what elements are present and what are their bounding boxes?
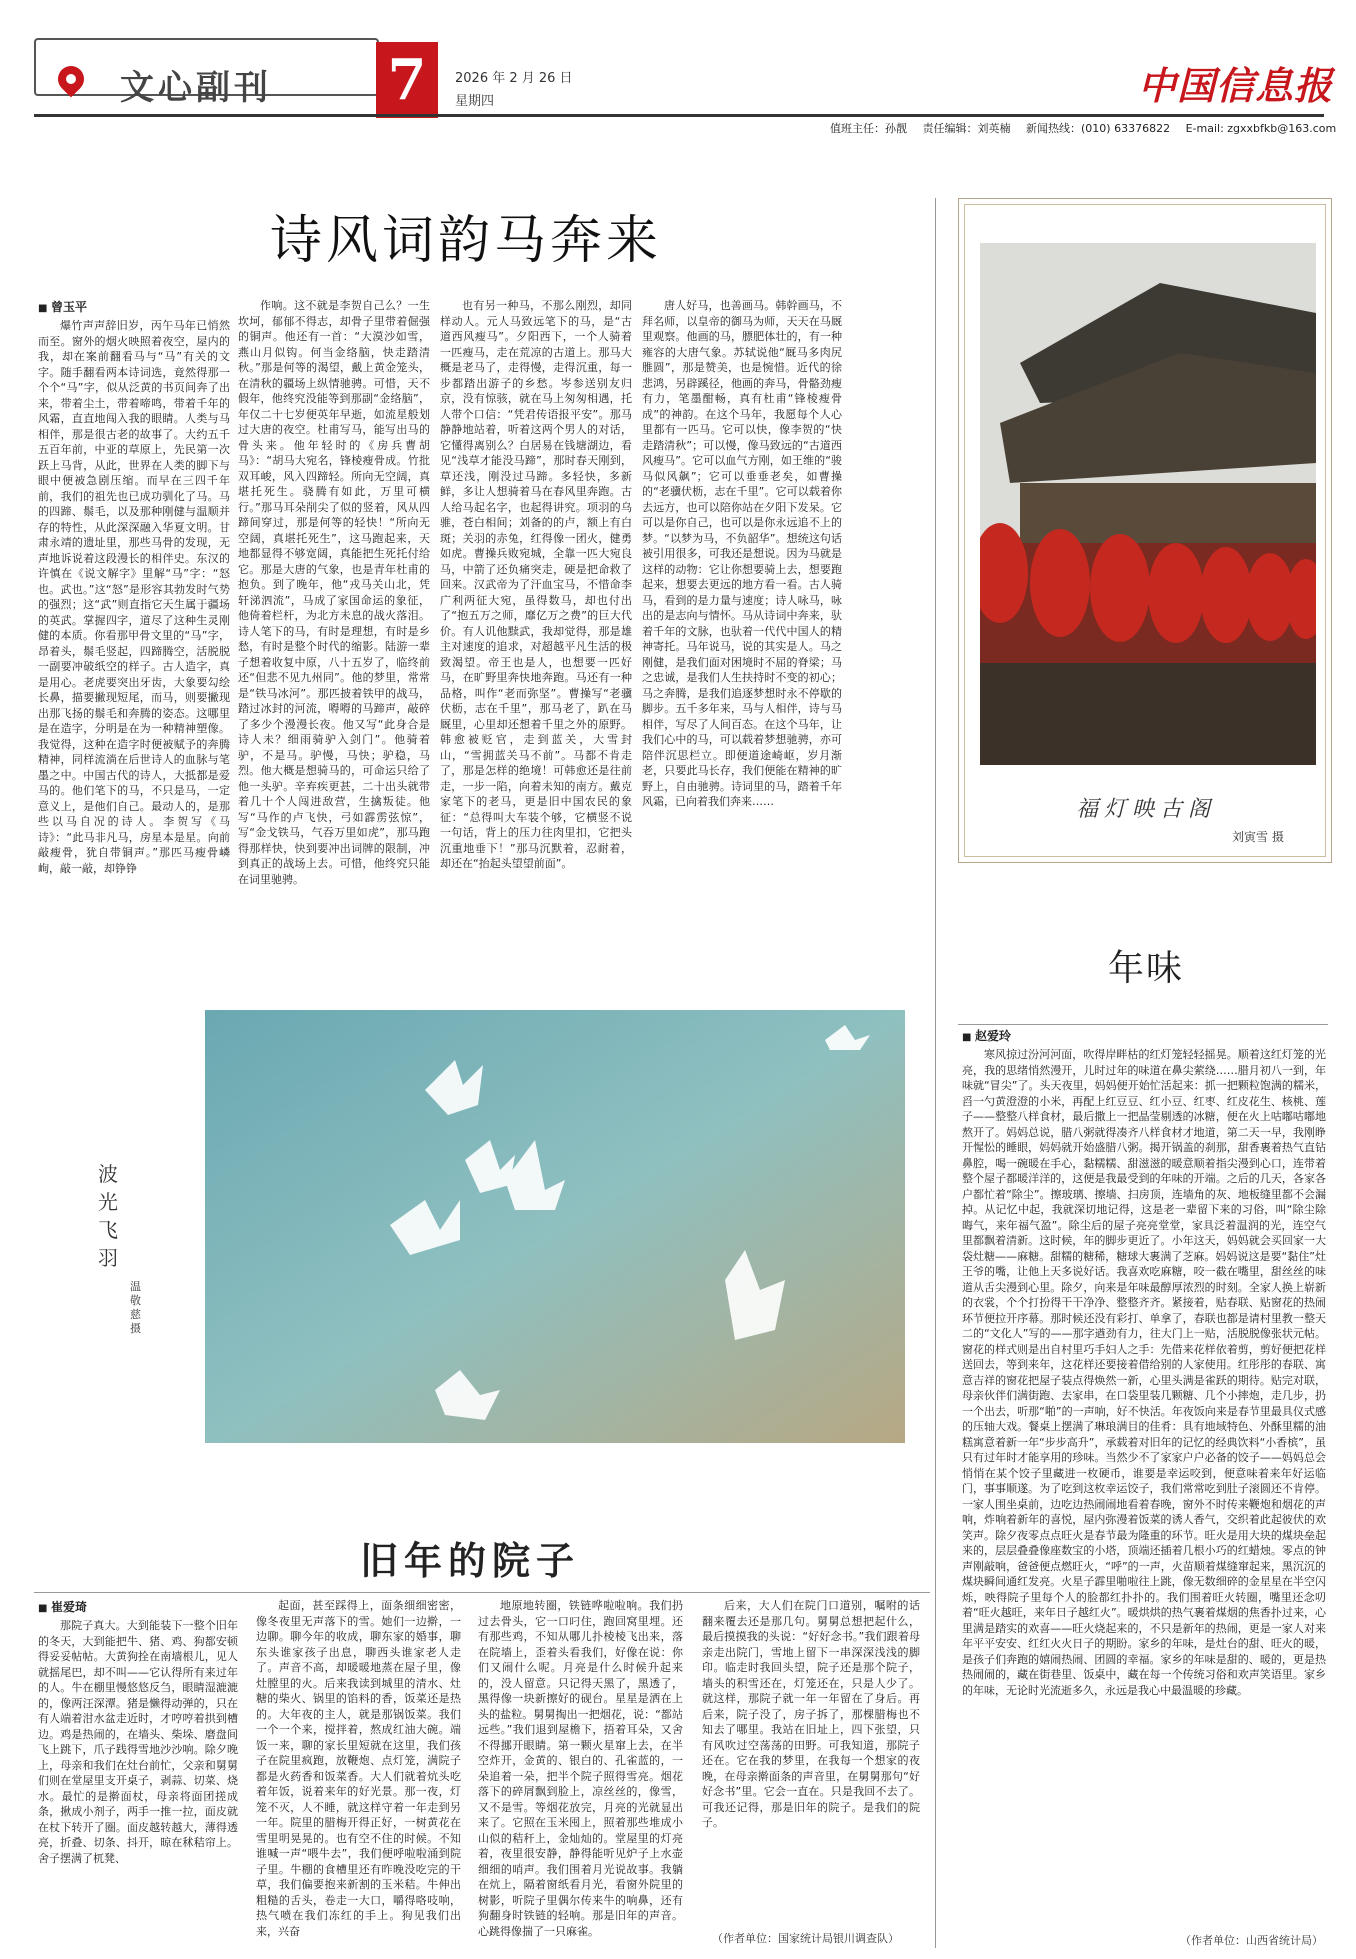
photo-credit: 刘寅雪 摄: [1232, 830, 1284, 844]
article-column: 后来，大人们在院门口道别，嘱咐的话翻来覆去还是那几句。舅舅总想把起什么，最后摸摸我的头说：“好好念书。”我们跟着母亲走出院门，雪地上留下一串深深浅浅的脚印。临走时我回头望，院子还是那个院子，墙头的积雪还在，灯笼还在，只是人少了。就这样，那院子就一年一年留在了身后。再后来，院子没了，房子拆了，那棵腊梅也不知去了哪里。我站在旧址上，四下张望，只有风吹过空荡荡的田野。可我知道，那院子还在。它在我的梦里，在我每一个想家的夜晚，在母亲擀面条的声音里，在舅舅那句“好好念书”里。它会一直在。只是我回不去了。可我还记得，那是旧年的院子。是我们的院子。: [702, 1599, 920, 1829]
article-column: 也有另一种马，不那么刚烈，却同样动人。元人马致远笔下的马，是“古道西风瘦马”。夕阳西下，一个人骑着一匹瘦马，走在荒凉的古道上。那马大概是老马了，走得慢，走得沉重，每一步都踏出游子的乡愁。岑参送别友归京，没有惊骇，就在马上匆匆相遇，托人带个口信：“凭君传语报平安”。那马静静地站着，听着这两个男人的对话，它懂得离别么？白居易在钱塘湖边，看见“浅草才能没马蹄”，那时春天刚到，草还浅，刚没过马蹄。多轻快，多新鲜，多让人想骑着马在春风里奔跑。古人给马起名字，也起得讲究。项羽的乌骓，苍白相间；刘备的的卢，额上有白斑；关羽的赤兔，红得像一团火，健勇如虎。曹操兵败宛城，全靠一匹大宛良马，中箭了还负痛突走，硬是把命救了回来。汉武帝为了汗血宝马，不惜命李广利两征大宛，虽得数马，却也付出了“抱五万之师，靡亿万之费”的巨大代价。有人讥他黩武，我却觉得，那是雄主对速度的追求，对超越平凡生活的极致渴望。帝王也是人，也想要一匹好马，在旷野里奔快地奔跑。马还有一种品格，叫作“老而弥坚”。曹操写“老骥伏枥，志在千里”，那马老了，趴在马厩里，心里却还想着千里之外的原野。韩愈被贬官，走到蓝关，大雪封山，“雪拥蓝关马不前”。马都不肯走了，那是怎样的绝境！可韩愈还是往前走，一步一陷，向着未知的南方。戴克家笔下的老马，更是旧中国农民的象征：“总得叫大车装个够，它横竖不说一句话，背上的压力往肉里扣，它把头沉重地垂下！”那马沉默着，忍耐着，却还在“抬起头望望前面”。: [440, 299, 632, 870]
article-title: 旧年的院子: [360, 1539, 581, 1583]
article-title: 年味: [1108, 948, 1185, 989]
news-hotline: 新闻热线：(010) 63376822: [1026, 122, 1171, 135]
article-column: 地原地转圈，铁链哗啦啦响。我们扔过去骨头，它一口叼住，跑回窝里埋。还有那些鸡，不知从哪儿扑棱棱飞出来，落在院墙上，歪着头看我们，好像在说：你们又闹什么呢。月亮是什么时候升起来的，没人留意。只记得天黑了，黑透了，黑得像一块新擦好的砚台。星星是洒在上头的盐粒。舅舅掏出一把烟花，说：“都站远些。”我们退到屋檐下，捂着耳朵，又舍不得挪开眼睛。第一颗火星窜上去，在半空炸开，金黄的、银白的、孔雀蓝的，一朵追着一朵，把半个院子照得雪亮。烟花落下的碎屑飘到脸上，凉丝丝的，像雪，又不是雪。等烟花放完，月亮的光就显出来了。它照在玉米囤上，照着那些堆成小山似的秸秆上，金灿灿的。堂屋里的灯亮着，夜里很安静，静得能听见炉子上水壶细细的哨声。我们围着月光说故事。我躺在炕上，隔着窗纸看月光，看窗外院里的树影，听院子里偶尔传来牛的响鼻，还有狗翻身时铁链的轻响。那是旧年的声音。心跳得像揣了一只麻雀。: [478, 1599, 683, 1938]
photo-credit: 温敬慈 摄: [130, 1280, 141, 1335]
editor-line: [830, 120, 1348, 136]
article-title: 诗风词韵马奔来: [270, 211, 663, 271]
article-column: 起面，甚至踩得上，面条细细密密，像冬夜里无声落下的雪。她们一边擀，一边聊。聊今年的收成，聊东家的婚事，聊东头谁家孩子出息，聊西头谁家老人走了。声音不高，却暖暖地蒸在屋子里，像灶膛里的火。后来我读到城里的清水、灶糖的柴火、锅里的馅料的香，饭菜还是热的。大年夜的主人，就是那锅饭菜。我们一个一个来，搅拌着，熬成红油大碗。端饭一来，聊的家长里短就在这里，我们孩子在院里疯跑，放鞭炮、点灯笼，满院子都是火药香和饭菜香。大人们就着炕头吃着年饭，说着来年的好光景。那一夜，灯笼不灭，人不睡，就这样守着一年走到另一年。院里的腊梅开得正好，一树黄花在雪里明晃晃的。也有空不住的时候。不知谁喊一声“喂牛去”，我们便呼啦啦涌到院子里。牛棚的食槽里还有昨晚没吃完的干草，我们偏要抱来新割的玉米秸。牛伸出粗糙的舌头，卷走一大口，嚼得咯吱响，热气喷在我们冻红的手上。狗见我们出来，兴奋: [256, 1599, 461, 1938]
article-column: 爆竹声声辞旧岁，丙午马年已悄然而至。窗外的烟火映照着夜空，屋内的我，却在案前翻看马与“马”有关的文字。随手翻看两本诗词选，竟然得那一个个“马”字，似从泛黄的书页间奔了出来，带着尘土，带着啼鸣，带着千年的风霜，直直地闯入我的眼睛。人类与马相伴，那是很古老的故事了。大约五千五百年前，中亚的草原上，先民第一次跃上马背，从此，世界在人类的脚下与眼中便被急剧压缩。而早在三四千年前，我们的祖先也已成功驯化了马。马的四蹄、鬃毛，以及那种刚健与温顺并存的特性，从此深深融入华夏文明。甘肃永靖的遗址里，那些马骨的发现，无声地诉说着这段漫长的相伴史。东汉的许慎在《说文解字》里解“马”字：“怒也。武也。”这“怒”是形容其勃发时气势的强烈；这“武”则直指它天生属于疆场的英武。掌握四字，道尽了这种生灵刚健的本质。你看那甲骨文里的“马”字，昂着头，鬃毛竖起，四蹄腾空，活脱脱一副要冲破纸空的样子。古人造字，真是用心。老虎要突出牙齿，大象要勾绘长鼻，描要撇现短尾，而马，则要撇现出那飞扬的鬃毛和奔腾的姿态。这哪里是在造字，分明是在为一种精神塑像。我觉得，这种在造字时便被赋予的奔腾精神，同样流淌在后世诗人的血脉与笔墨之中。中国古代的诗人，大抵都是爱马的。他们笔下的马，不只是马，一定意义上，是他们自己。最动人的，是那些以马自况的诗人。李贺写《马诗》：“此马非凡马，房星本是星。向前敲瘦骨，犹自带铜声。”那匹马瘦骨嶙峋，敲一敲，却铮铮: [38, 319, 230, 875]
issue-date: 2026 年 2 月 26 日: [455, 71, 573, 86]
editor-on-duty: 值班主任：孙靓: [830, 122, 907, 135]
article-column: 寒风掠过汾河河面，吹得岸畔枯的红灯笼轻轻摇晃。顺着这红灯笼的光亮，我的思绪悄然漫开，儿时过年的味道在鼻尖萦绕……腊月初八一到，年味就“冒尖”了。头天夜里，妈妈便开始忙活起来：抓一把颗粒饱满的糯米，舀一勺黄澄澄的小米，再配上红豆豆、红小豆、红枣、红皮花生、核桃、莲子——整整八样食材，最后撒上一把晶莹剔透的冰糖，便在火上咕嘟咕嘟地熬开了。妈妈总说，腊八粥就得凑齐八样食材才地道，第二天一早，我刚睁开惺忪的睡眼，妈妈就开始盛腊八粥。揭开锅盖的刹那，甜香裹着热气直钻鼻腔，喝一碗暖在手心，黏糯糯、甜滋滋的暖意顺着指尖漫到心口，连带着整个屋子都暖洋洋的，这便是我最受到的年味的开端。之后的几天，各家各户都忙着“除尘”。擦玻璃、擦墙、扫房顶，连墙角的灰、地板缝里都不会漏掉。从记忆中起，我就深切地记得，这是老一辈留下来的习俗，叫“除尘除晦气，来年福气盈”。除尘后的屋子亮亮堂堂，家具泛着温润的光，连空气里都飘着清新。这时候，年的脚步更近了。小年这天，妈妈就会买回家一大袋灶糖——麻糖。甜糯的糖稀，糖球大裹满了芝麻。妈妈说这是要“黏住”灶王爷的嘴，让他上天多说好话。我喜欢吃麻糖，咬一截在嘴里，甜丝丝的味道从舌尖漫到心里。除夕，向来是年味最醇厚浓烈的时刻。全家人换上崭新的衣裳，个个打扮得干干净净、整整齐齐。紧接着，贴春联、贴窗花的热闹环节便拉开序幕。那时候还没有彩打、单拿了，春联也都是请村里教一整天二的“文化人”写的——那字遒劲有力，往大门上一贴，活脱脱像张状元帖。窗花的样式则是出自村里巧手妇人之手：先借来花样依着剪，剪好便把花样送回去，等到来年，这花样还要接着借给别的人家使用。红彤彤的春联、寓意吉祥的窗花把屋子装点得焕然一新，心里头满是雀跃的期待。贴完对联，母亲伙伴们满街跑、去家串，在口袋里装几颗糖、几个小摔炮，走几步，扔一个出去，听那“啪”的一声响，好不快活。年夜饭向来是春节里最具仪式感的压轴大戏。餐桌上摆满了琳琅满目的佳肴：具有地域特色、外酥里糯的油糕寓意着新一年“步步高升”，承载着对旧年的记忆的经典饮料“小香槟”，虽只有过年时才能享用的珍味。当然少不了家家户户必备的饺子——妈妈总会悄悄在某个饺子里藏进一枚硬币，谁要是幸运咬到，便意味着来年好运临门，事事顺遂。为了吃到这枚幸运饺子，我们常常吃到肚子滚圆还不肯停。一家人围坐桌前，边吃边热闹闹地看着春晚，窗外不时传来鞭炮和烟花的声响，炸响着新年的喜悦，屋内弥漫着饭菜的诱人香气，交织着此起彼伏的欢笑声。除夕夜零点点旺火是春节最为隆重的环节。旺火是用大块的煤块垒起来的，层层叠叠像座数宝的小塔，顶端还插着几根小巧的红蜡烛。零点的钟声刚敲响，爸爸便点燃旺火，“呼”的一声，火苗顺着煤缝窜起来，黑沉沉的煤块瞬间通红发亮。火星子霹里啪啦往上跳，像无数细碎的金星星在半空闪烁，映得院子里每个人的脸都红扑扑的。我们围着旺火转圈，嘴里还念叨着“旺火越旺，来年日子越红火”。暖烘烘的热气裹着煤烟的焦香扑过来，心里满是踏实的欢喜——旺火烧起来的，不只是新年的热闹，更是一家人对来年平平安安、红红火火日子的期盼。家乡的年味，是灶台的甜、旺火的暖，是孩子们奔跑的嬉闹热闹、团圆的幸福。家乡的年味是甜的、暖的，更是热热闹闹的，藏在街巷里、饭桌中，藏在每一个传统习俗和欢声笑语里。家乡的年味，无论时光流逝多久，永远是我心中最温暖的珍藏。: [962, 1048, 1326, 1697]
email-address: E-mail: zgxxbfkb@163.com: [1185, 122, 1337, 135]
article-author: ■ 赵爱玲: [962, 1027, 1011, 1044]
article-rule: [34, 1592, 930, 1593]
issue-weekday: 星期四: [455, 94, 495, 109]
article-author: ■ 崔爱琦: [38, 1598, 87, 1615]
page-number: 7: [376, 42, 438, 118]
editor-in-charge: 责任编辑：刘英楠: [922, 122, 1011, 135]
author-affiliation: （作者单位：山西省统计局）: [1180, 1934, 1323, 1947]
photo-caption: 波光飞羽: [98, 1162, 118, 1270]
author-affiliation: （作者单位：国家统计局银川调查队）: [712, 1932, 899, 1945]
article-column: 那院子真大。大到能装下一整个旧年的冬天，大到能把牛、猪、鸡、狗都安顿得妥妥帖帖。大黄狗拴在南墙根儿，见人就摇尾巴，却不叫——它认得所有来过年的人。牛在棚里慢悠悠反刍，眼睛湿漉漉的，像两汪深潭。猪是懒得动弹的，只在有人端着泔水盆走近时，才哼哼着拱到槽边。鸡是热闹的，在墙头、柴垛、磨盘间飞上跳下，爪子践得雪地沙沙响。除夕晚上，母亲和我们在灶台前忙，父亲和舅舅们则在堂屋里支开桌子，剥蒜、切菜、烧水。最忙的是擀面杖，母亲将面团搓成条，揪成小剂子，两手一推一拉，面皮就在杖下转开了圈。面皮越转越大，薄得透亮，折叠、切条、抖开，晾在秫秸帘上。舍子摆满了杌凳、: [38, 1619, 238, 1865]
photo-caption: 福灯映古阁: [1076, 797, 1217, 822]
article-column: 唐人好马，也善画马。韩幹画马，不拜名师，以皇帝的御马为师，天天在马厩里观察。他画的马，膘肥体壮的，有一种雍容的大唐气象。苏轼说他“厩马多肉尻脽圆”，那是赞美，也是惋惜。近代的徐悲鸿，另辟蹊径，他画的奔马，骨骼劲瘦有力，笔墨酣畅，真有杜甫“锋棱瘦骨成”的神韵。在这个马年，我愿每个人心里都有一匹马。它可以快，像李贺的“快走踏清秋”；可以慢，像马致远的“古道西风瘦马”。它可以血气方刚，如王维的“骏马似风飙”；它可以垂垂老矣，如曹操的“老骥伏枥，志在千里”。它可以载着你去远方，也可以陪你站在夕阳下发呆。它可以是你自己，也可以是你永远追不上的梦。“以梦为马，不负韶华”。想统这句话被引用很多，可我还是想说。因为马就是这样的动物：它让你想要骑上去，想要跑起来，想要去更远的地方看一看。古人骑马，看到的是力量与速度；诗人咏马，咏出的是志向与情怀。马从诗词中奔来，驮着千年的文脉，也驮着一代代中国人的精神寄托。马年说马，说的其实是人。马之刚健，是我们面对困境时不屈的脊梁；马之忠诚，是我们人生扶持时不变的初心；马之奔腾，是我们追逐梦想时永不停歇的脚步。五千多年来，马与人相伴，诗与马相伴，写尽了人间百态。在这个马年，让我们心中的马，可以载着梦想驰骋，亦可陪伴沉思栏立。即便道途崎岖，岁月渐老，只要此马长存，我们便能在精神的旷野上，自由驰骋。诗词里的马，踏着千年风霜，已向着我们奔来……: [642, 299, 842, 808]
article-author: ■ 曾玉平: [38, 298, 87, 315]
header-rule: [34, 114, 1324, 117]
section-name: 文心副刊: [120, 68, 272, 108]
newspaper-logo: 中国信息报: [1138, 63, 1334, 108]
article-column: 作响。这不就是李贺自己么？一生坎坷，郁郁不得志，却骨子里带着倔强的铜声。他还有一首：“大漠沙如雪，燕山月似钩。何当金络脑，快走踏清秋。”那是何等的渴望，戴上黄金笼头，在清秋的疆场上纵情驰骋。可惜，天不假年，他终究没能等到那副“金络脑”，年仅二十七岁便英年早逝，如流星般划过大唐的夜空。杜甫写马，能写出马的骨头来。他年轻时的《房兵曹胡马》：“胡马大宛名，锋棱瘦骨成。竹批双耳峻，风入四蹄轻。所向无空阔，真堪托死生。骁腾有如此，万里可横行。”那马耳朵削尖了似的竖着，风从四蹄间穿过，那是何等的轻快！“所向无空阔，真堪托死生”，这马跑起来，天地都显得不够宽阔，真能把生死托付给它。那是大唐的气象，也是青年杜甫的抱负。到了晚年，他“戎马关山北，凭轩涕泗流”，马成了家国命运的象征，他倚着栏杆，为北方未息的战火落泪。诗人笔下的马，有时是理想，有时是乡愁，有时是整个时代的缩影。陆游一辈子想着收复中原，八十五岁了，临终前还“但悲不见九州同”。他的梦里，常常是“铁马冰河”。那匹披着铁甲的战马，踏过冰封的河流，嘚嘚的马蹄声，敲碎了多少个漫漫长夜。他又写“此身合是诗人未？细雨骑驴入剑门”。他骑着驴，不是马。驴慢，马快；驴稳，马烈。他大概是想骑马的，可命运只给了他一头驴。辛弃疾更甚，二十出头就带着几十个人闯进敌营，生擒叛徒。他写“马作的卢飞快，弓如霹雳弦惊”，写“金戈铁马，气吞万里如虎”，那马跑得那样快，快到要冲出词牌的限制，冲到真正的战场上去。可惜，他终究只能在词里驰骋。: [238, 299, 430, 886]
seagulls-over-water-photo: [205, 1010, 905, 1443]
article-rule: [958, 1024, 1328, 1025]
pavilion-lanterns-photo: [980, 243, 1316, 765]
column-divider: [935, 198, 936, 1948]
